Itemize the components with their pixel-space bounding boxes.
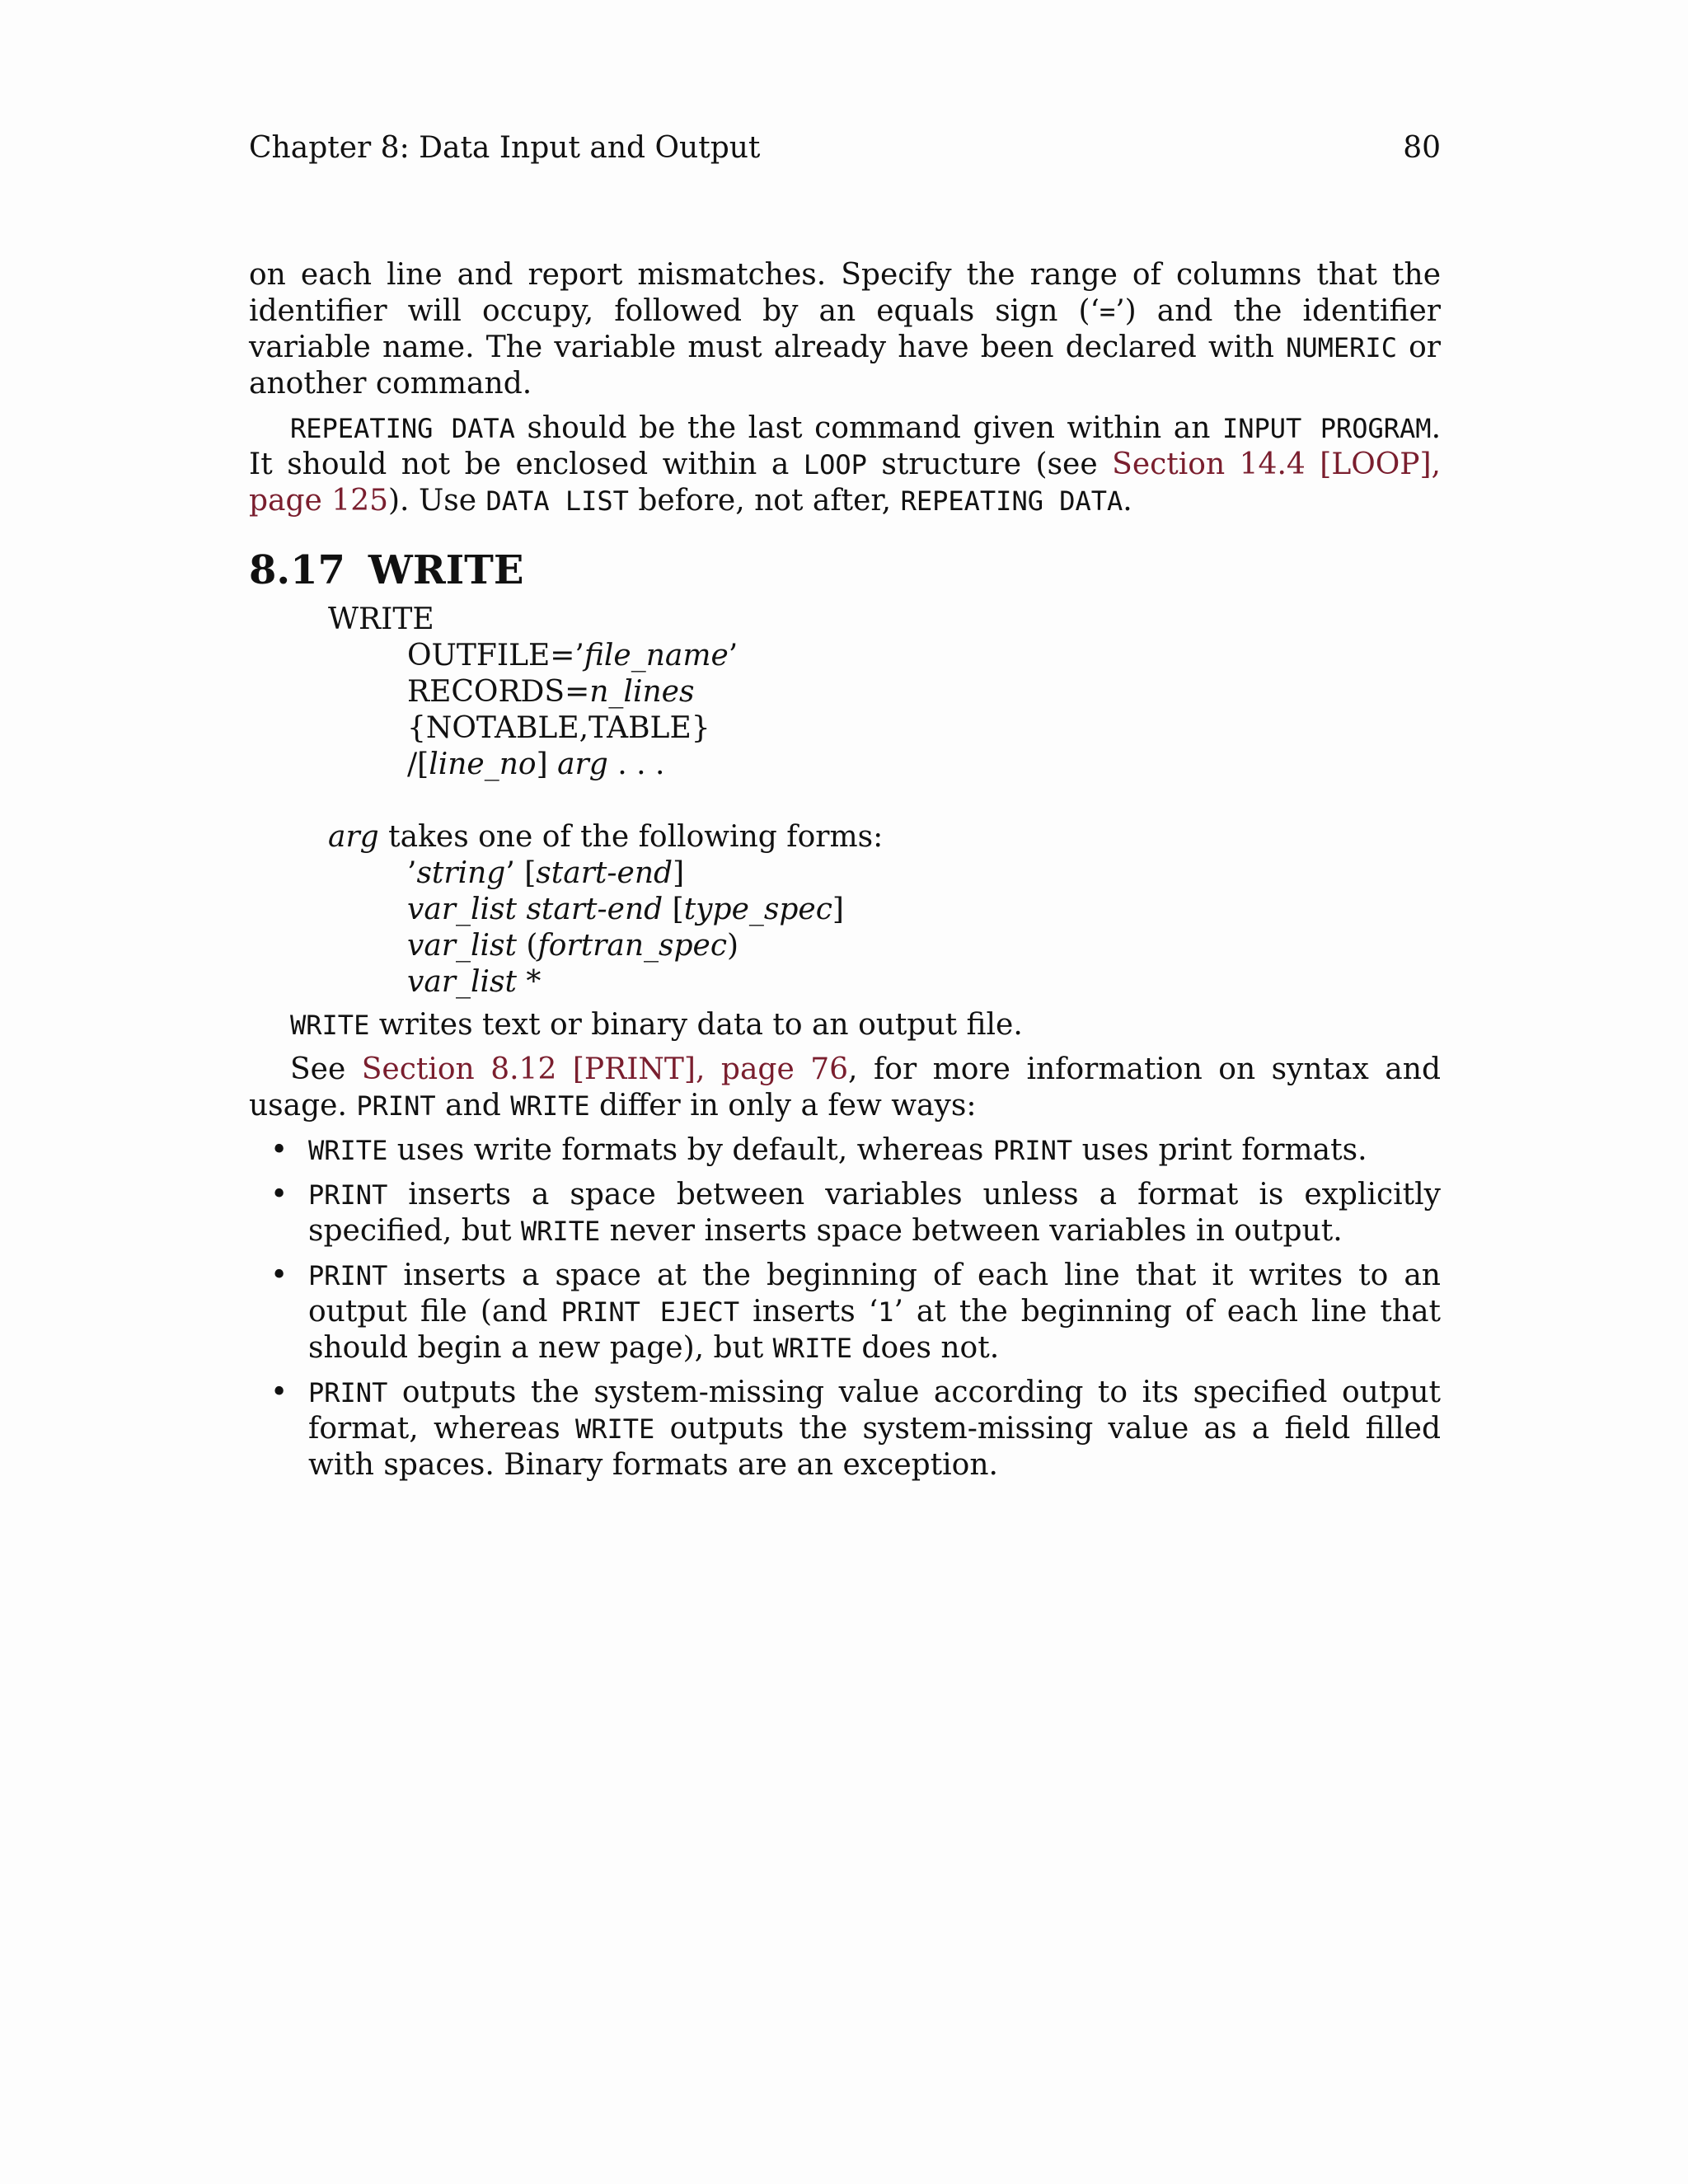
write-synopsis: [328, 602, 1441, 1001]
running-head: [249, 130, 1441, 166]
write-description: WRITE writes text or binary data to an output file.: [290, 1008, 1023, 1042]
list-item: • WRITE uses write formats by default, whereas PRINT uses print formats.: [270, 1133, 1367, 1167]
code-numeric: NUMERIC: [1286, 332, 1397, 363]
section-heading: [249, 546, 1441, 595]
code-equals: =: [1099, 296, 1116, 327]
arg-forms-intro: arg takes one of the following forms:: [328, 820, 884, 854]
bullet-icon: •: [270, 1376, 288, 1409]
see-also-paragraph: See Section 8.12 [PRINT], page 76, for more information on syntax and usage. PRINT and WRITE differ in only a few ways:: [249, 1052, 1441, 1122]
synopsis-outfile: OUTFILE=’file_name’: [407, 639, 738, 673]
bullet-icon: •: [270, 1133, 288, 1167]
print-section-link[interactable]: Section 8.12 [PRINT], page 76: [361, 1052, 849, 1086]
arg-form-range: var_list start-end [type_spec]: [407, 893, 844, 926]
bullet-icon: •: [270, 1178, 288, 1212]
repeating-data-paragraph: REPEATING DATA should be the last command given within an INPUT PROGRAM. It should not be enclosed within a LOOP structure (see Section 14.4 [LOOP], page 125). Use DATA LIST before, not after, REPEATING DATA.: [249, 411, 1442, 518]
page-content: [249, 130, 1441, 1492]
list-item: • PRINT outputs the system-missing value according to its specified output format, whereas WRITE outputs the system-missing value as a field filled with spaces. Binary formats are an exception.: [270, 1376, 1441, 1482]
synopsis-command: WRITE: [328, 602, 434, 636]
bullet-icon: •: [270, 1258, 288, 1292]
list-item: • PRINT inserts a space at the beginning of each line that it writes to an output file (and PRINT EJECT inserts ‘1’ at the beginning of each line that should begin a new page), but WRITE does not.: [270, 1258, 1442, 1365]
section-number: 8.17: [249, 547, 345, 593]
synopsis-table: {NOTABLE,TABLE}: [407, 711, 710, 745]
synopsis-records: RECORDS=n_lines: [407, 675, 695, 709]
differences-list: [249, 1132, 1441, 1483]
arg-form-fortran: var_list (fortran_spec): [407, 929, 739, 963]
loop-section-link[interactable]: Section 14.4 [LOOP], page 125: [249, 448, 1441, 518]
page-number: 80: [1403, 131, 1441, 165]
arg-form-string: ’string’ [start-end]: [407, 856, 685, 890]
chapter-title: Chapter 8: Data Input and Output: [249, 131, 761, 165]
intro-paragraph: on each line and report mismatches. Specify the range of columns that the identifier will occupy, followed by an equals sign (‘=’) and the identifier variable name. The variable must already have been declared with NUMERIC or another command.: [249, 258, 1441, 401]
arg-form-star: var_list *: [407, 965, 542, 999]
synopsis-args: /[line_no] arg . . .: [407, 748, 665, 781]
section-title: WRITE: [368, 547, 524, 593]
list-item: • PRINT inserts a space between variables unless a format is explicitly specified, but WRITE never inserts space between variables in output.: [270, 1178, 1441, 1248]
